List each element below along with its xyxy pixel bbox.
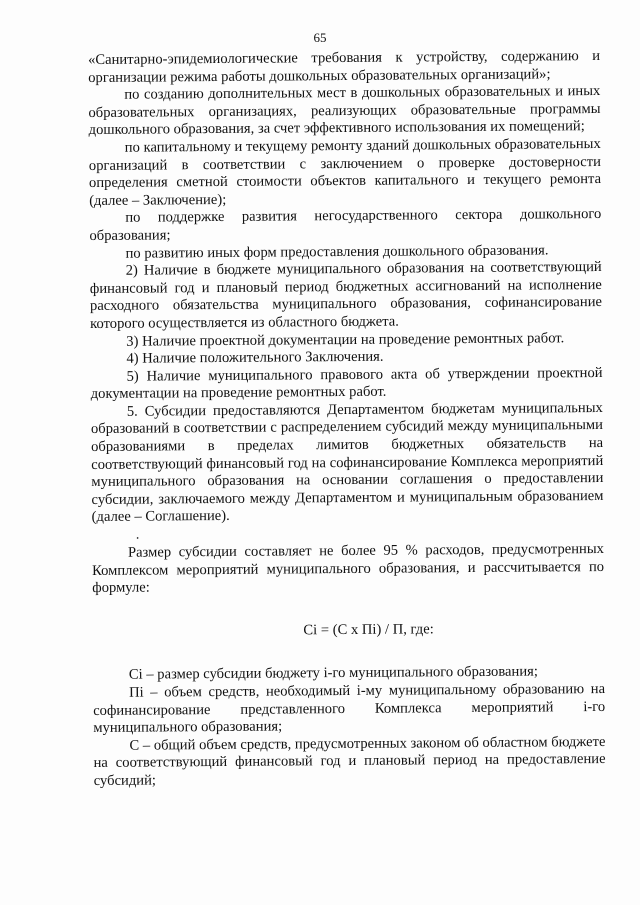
paragraph-item-2: 2) Наличие в бюджете муниципального образования на соответствующий финансовый год и плановый период бюджетных ассигнований на исполнение расходного обязательства муниципального образования, софинансирование которого осуществляется из областного бюджета. <box>89 259 603 332</box>
paragraph-subsidy-size: Размер субсидии составляет не более 95 % расходов, предусмотренных Комплексом мероприятий муниципального образования, и рассчитывается по формуле: <box>92 540 605 597</box>
definition-c: С – общий объем средств, предусмотренных законом об областном бюджете на соответствующий финансовый год и плановый период на предоставление субсидий; <box>93 733 606 789</box>
paragraph-capital-repair: по капитальному и текущему ремонту зданий дошкольных образовательных организаций в соответствии с заключением о проверке достоверности определения сметной стоимости объектов капитального и текущего ремонта (далее – Заключение); <box>88 135 602 209</box>
paragraph-item-5: 5) Наличие муниципального правового акта об утверждении проектной документации на проведение ремонтных работ. <box>90 364 603 403</box>
paragraph-section-5: 5. Субсидии предоставляются Департаментом бюджетам муниципальных образований в соответствии с распределением субсидий между муниципальными образованиями в пределах лимитов бюджетных обязательств на соответствующий финансовый год на софинансирование Комплекса мероприятий муниципального образования на основании соглашения о предоставлении субсидии, заключаемого между Департаментом и муниципальным образованием (далее – Соглашение). <box>90 399 604 526</box>
paragraph-sanpin-requirements: «Санитарно-эпидемиологические требования к устройству, содержанию и организации режима работы дошкольных образовательных организаций»; <box>88 47 601 86</box>
document-body <box>88 48 606 791</box>
paragraph-item-3: 3) Наличие проектной документации на проведение ремонтных работ. <box>126 329 565 350</box>
definition-ci: Ci – размер субсидии бюджету i-го муниципального образования; <box>128 663 538 684</box>
stray-dot-mark: . <box>135 527 140 543</box>
paragraph-other-forms: по развитию иных форм предоставления дошкольного образования. <box>125 241 549 262</box>
paragraph-non-state-sector: по поддержке развития негосударственного сектора дошкольного образования; <box>89 206 602 244</box>
definition-pi: Пi – объем средств, необходимый i-му муниципальному образованию на софинансирование представленного Комплекса мероприятий i-го муниципального образования; <box>93 680 606 737</box>
paragraph-item-4: 4) Наличие положительного Заключения. <box>126 348 384 367</box>
paragraph-additional-places: по созданию дополнительных мест в дошкольных образовательных и иных образовательных организациях, реализующих образовательные программы дошкольного образования, за счет эффективного использования их помещений; <box>88 83 601 139</box>
page-number: 65 <box>313 30 327 45</box>
subsidy-formula: Ci = (C х Пi) / П, где: <box>303 621 434 639</box>
